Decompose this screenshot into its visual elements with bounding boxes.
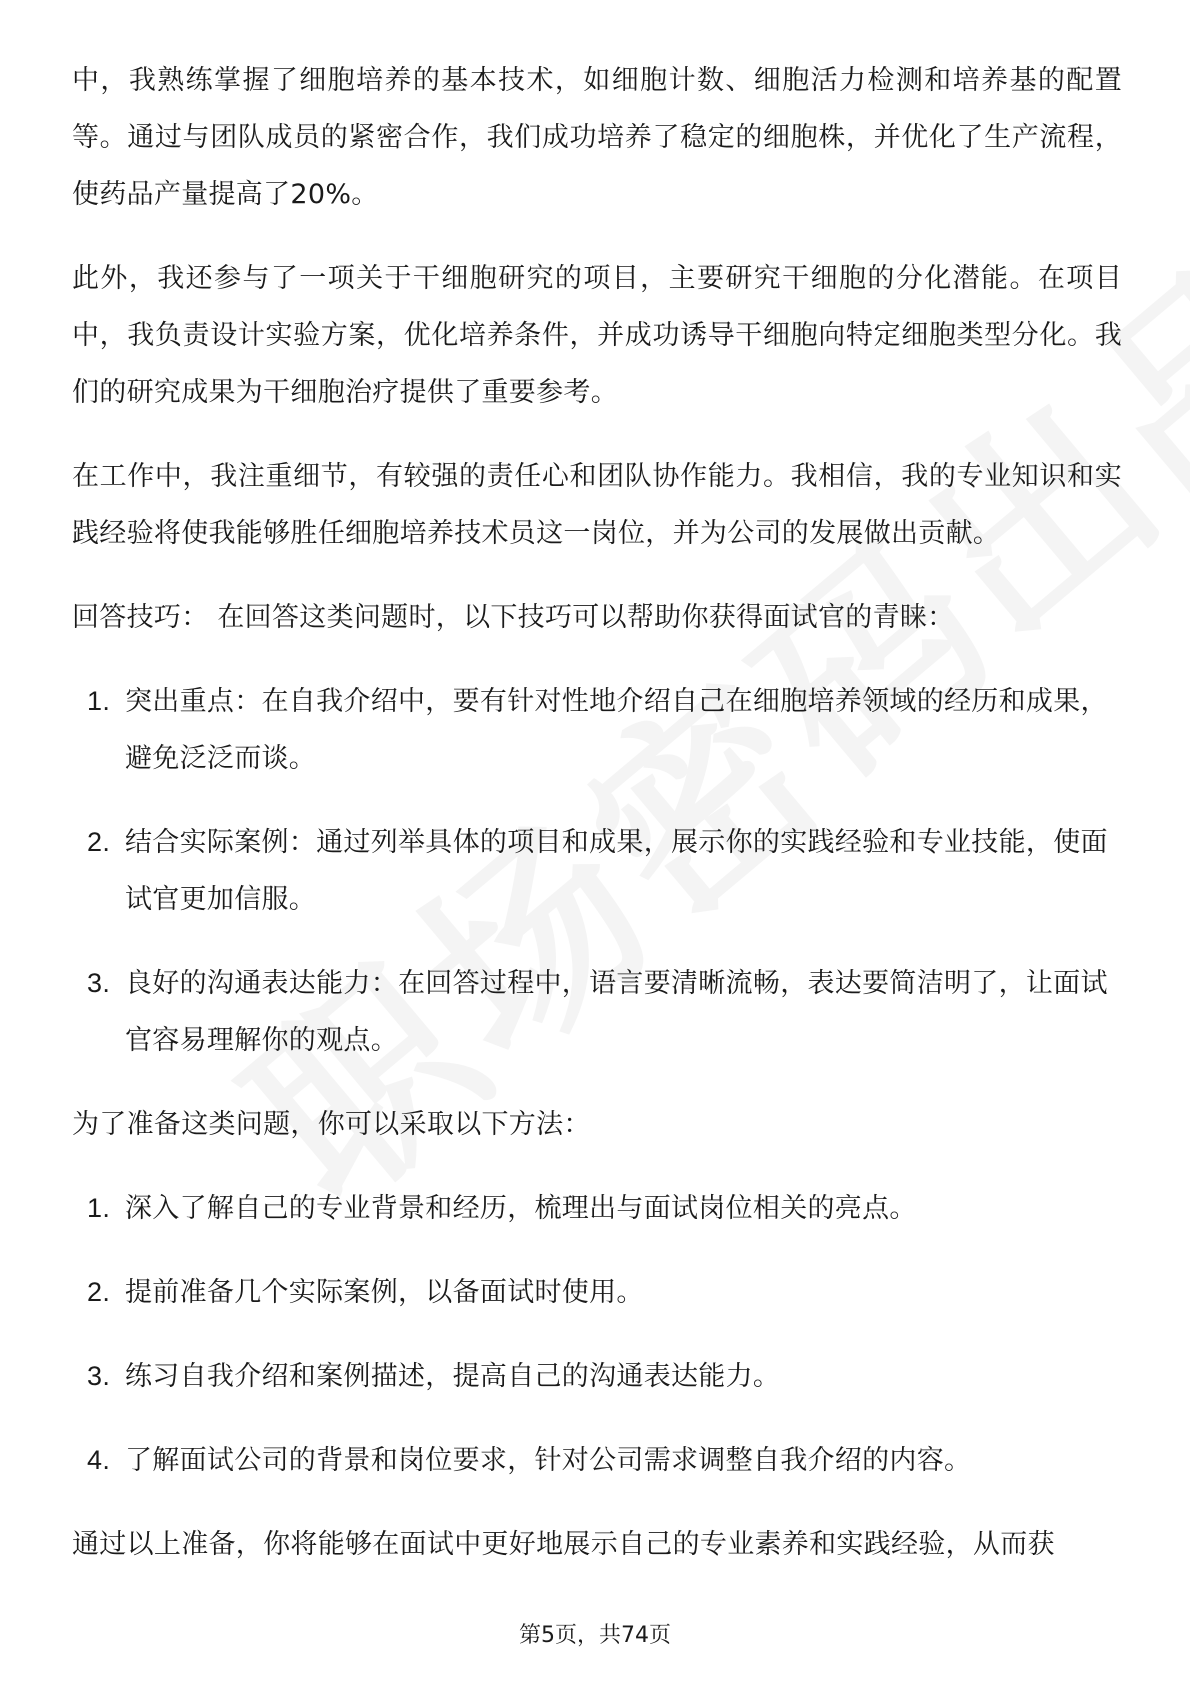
paragraph-prep-intro: 为了准备这类问题，你可以采取以下方法：: [72, 1109, 591, 1140]
list-number: 4.: [87, 1445, 111, 1475]
list-number: 1.: [87, 686, 111, 716]
list-item-text: 提前准备几个实际案例，以备面试时使用。: [125, 1277, 644, 1308]
methods-list: [72, 1180, 1122, 1489]
list-number: 2.: [87, 827, 111, 857]
paragraph-closing: 通过以上准备，你将能够在面试中更好地展示自己的专业素养和实践经验，从而获: [72, 1529, 1055, 1560]
list-item-text: 练习自我介绍和案例描述，提高自己的沟通表达能力。: [125, 1361, 781, 1392]
paragraph-stem-cell-project: 此外，我还参与了一项关于干细胞研究的项目，主要研究干细胞的分化潜能。在项目中，我负责设计实验方案，优化培养条件，并成功诱导干细胞向特定细胞类型分化。我们的研究成果为干细胞治疗提供了重要参考。: [72, 263, 1122, 408]
page-number: 第5页，共74页: [519, 1623, 671, 1648]
page-content: [72, 52, 1122, 1573]
list-item: [72, 1432, 1122, 1489]
list-item: [72, 1348, 1122, 1405]
list-number: 2.: [87, 1277, 111, 1307]
list-number: 3.: [87, 1361, 111, 1391]
list-item: [72, 673, 1122, 787]
list-item: [72, 1180, 1122, 1237]
list-item: [72, 955, 1122, 1069]
list-number: 1.: [87, 1193, 111, 1223]
paragraph-tips-intro: 回答技巧： 在回答这类问题时，以下技巧可以帮助你获得面试官的青睐：: [72, 602, 955, 633]
list-number: 3.: [87, 968, 111, 998]
list-item-text: 突出重点：在自我介绍中，要有针对性地介绍自己在细胞培养领域的经历和成果，避免泛泛而谈。: [125, 686, 1108, 774]
list-item: [72, 1264, 1122, 1321]
list-item-text: 了解面试公司的背景和岗位要求，针对公司需求调整自我介绍的内容。: [125, 1445, 972, 1476]
list-item-text: 良好的沟通表达能力：在回答过程中，语言要清晰流畅，表达要简洁明了，让面试官容易理解你的观点。: [125, 968, 1108, 1056]
paragraph-work-attitude: 在工作中，我注重细节，有较强的责任心和团队协作能力。我相信，我的专业知识和实践经验将使我能够胜任细胞培养技术员这一岗位，并为公司的发展做出贡献。: [72, 461, 1122, 549]
tips-list: [72, 673, 1122, 1069]
paragraph-experience: 中，我熟练掌握了细胞培养的基本技术，如细胞计数、细胞活力检测和培养基的配置等。通过与团队成员的紧密合作，我们成功培养了稳定的细胞株，并优化了生产流程，使药品产量提高了20%。: [72, 65, 1122, 210]
list-item: [72, 814, 1122, 928]
list-item-text: 深入了解自己的专业背景和经历，梳理出与面试岗位相关的亮点。: [125, 1193, 917, 1224]
list-item-text: 结合实际案例：通过列举具体的项目和成果，展示你的实践经验和专业技能，使面试官更加信服。: [125, 827, 1108, 915]
